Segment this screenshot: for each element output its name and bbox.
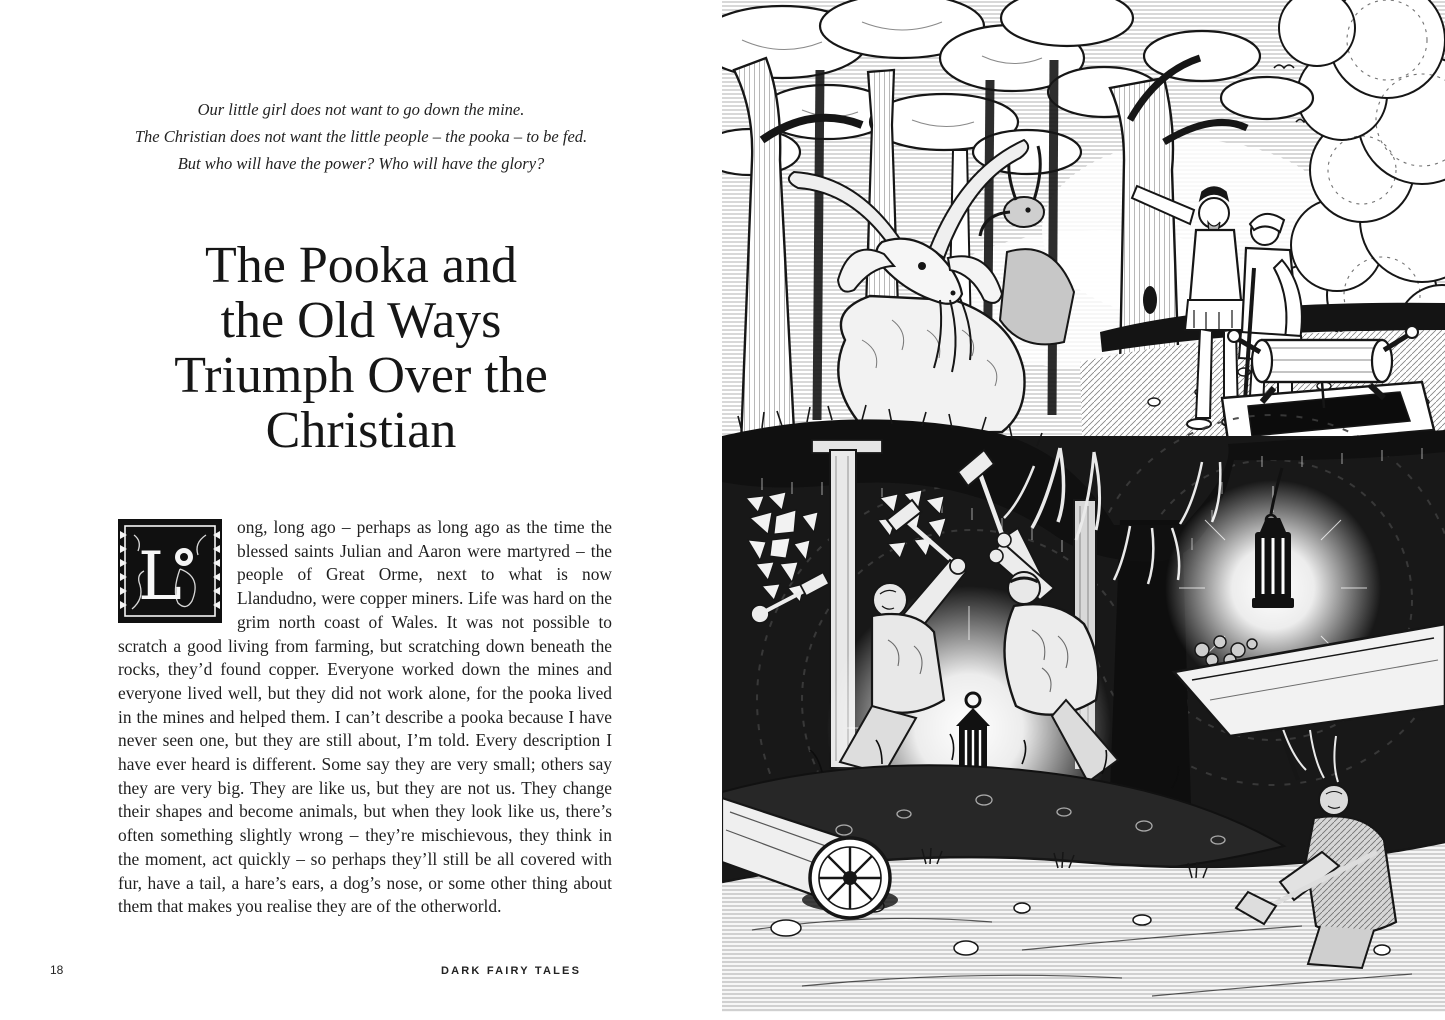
- dropcap-woodcut: [118, 519, 222, 623]
- title-line: The Pooka and: [205, 237, 517, 294]
- title-line: Triumph Over the: [174, 347, 548, 404]
- running-title: DARK FAIRY TALES: [441, 965, 582, 977]
- title-line: Christian: [265, 402, 457, 459]
- dropcap-letter: L: [138, 538, 182, 615]
- epigraph-line: Our little girl does not want to go down the mine.: [197, 100, 525, 119]
- epigraph-line: But who will have the power? Who will have the glory?: [177, 154, 545, 173]
- body-paragraph: [118, 516, 612, 919]
- epigraph: [40, 96, 682, 177]
- page-number: 18: [50, 963, 64, 977]
- ornate-dropcap: [118, 519, 222, 623]
- epigraph-line: The Christian does not want the little people – the pooka – to be fed.: [134, 127, 588, 146]
- mine-illustration: [722, 0, 1445, 1012]
- title-line: the Old Ways: [220, 292, 502, 349]
- body-text: ong, long ago – perhaps as long ago as the time the blessed saints Julian and Aaron were martyred – the people of Great Orme, next to what is now Llandudno, were copper miners. Life was hard on the grim north coast of Wales. It was not possible to scratch a good living from farming, but scratching down beneath the rocks, they’d found copper. Everyone worked down the mines and everyone lived well, but they did not work alone, for the pooka lived in the mines and helped them. I can’t describe a pooka because I have never seen one, but they are still about, I’m told. Every description I have ever heard is different. Some say they are very small; others say they are very big. They are like us, but they are not us. They change their shapes and become animals, but when they look like us, there’s often something slightly wrong – they’re mischievous, they think in the moment, act quickly – so perhaps they’ll still be all covered with fur, have a tail, a hare’s ears, a dog’s nose, or some other thing about them that makes you realise they are of the otherworld.: [118, 517, 612, 917]
- left-page: [0, 0, 722, 1020]
- right-page: [722, 0, 1445, 1012]
- chapter-title: [20, 238, 702, 458]
